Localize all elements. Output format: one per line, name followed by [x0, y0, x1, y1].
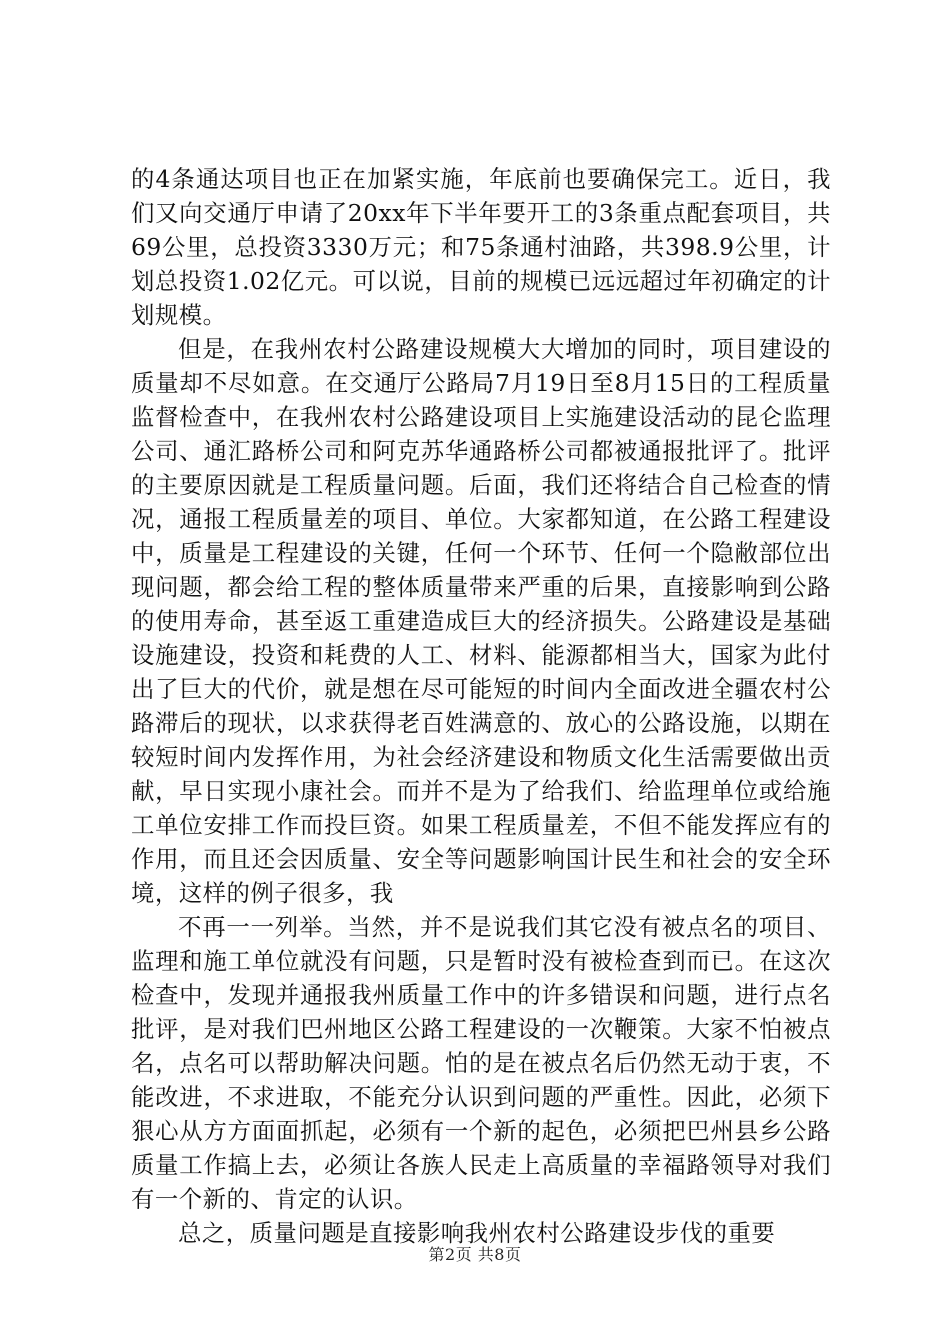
paragraph-4: 总之，质量问题是直接影响我州农村公路建设步伐的重要: [178, 1219, 776, 1247]
paragraph-1: 的4条通达项目也正在加紧实施，年底前也要确保完工。近日，我们又向交通厅申请了20xx年下半年要开工的3条重点配套项目，共69公里，总投资3330万元；和75条通村油路，共398.9公里，计划总投资1.02亿元。可以说，目前的规模已远远超过年初确定的计划规模。: [131, 165, 831, 329]
page-footer: 第2页 共8页: [428, 1245, 522, 1264]
document-body: [131, 162, 831, 1250]
paragraph-2: 但是，在我州农村公路建设规模大大增加的同时，项目建设的质量却不尽如意。在交通厅公路局7月19日至8月15日的工程质量监督检查中，在我州农村公路建设项目上实施建设活动的昆仑监理公司、通汇路桥公司和阿克苏华通路桥公司都被通报批评了。批评的主要原因就是工程质量问题。后面，我们还将结合自己检查的情况，通报工程质量差的项目、单位。大家都知道，在公路工程建设中，质量是工程建设的关键，任何一个环节、任何一个隐敝部位出现问题，都会给工程的整体质量带来严重的后果，直接影响到公路的使用寿命，甚至返工重建造成巨大的经济损失。公路建设是基础设施建设，投资和耗费的人工、材料、能源都相当大，国家为此付出了巨大的代价，就是想在尽可能短的时间内全面改进全疆农村公路滞后的现状，以求获得老百姓满意的、放心的公路设施，以期在较短时间内发挥作用，为社会经济建设和物质文化生活需要做出贡献，早日实现小康社会。而并不是为了给我们、给监理单位或给施工单位安排工作而投巨资。如果工程质量差，不但不能发挥应有的作用，而且还会因质量、安全等问题影响国计民生和社会的安全环境，这样的例子很多，我: [131, 335, 831, 907]
paragraph-3: 不再一一列举。当然，并不是说我们其它没有被点名的项目、监理和施工单位就没有问题，只是暂时没有被检查到而已。在这次检查中，发现并通报我州质量工作中的许多错误和问题，进行点名批评，是对我们巴州地区公路工程建设的一次鞭策。大家不怕被点名，点名可以帮助解决问题。怕的是在被点名后仍然无动于衷，不能改进，不求进取，不能充分认识到问题的严重性。因此，必须下狠心从方方面面抓起，必须有一个新的起色，必须把巴州县乡公路质量工作搞上去，必须让各族人民走上高质量的幸福路领导对我们有一个新的、肯定的认识。: [131, 913, 831, 1213]
